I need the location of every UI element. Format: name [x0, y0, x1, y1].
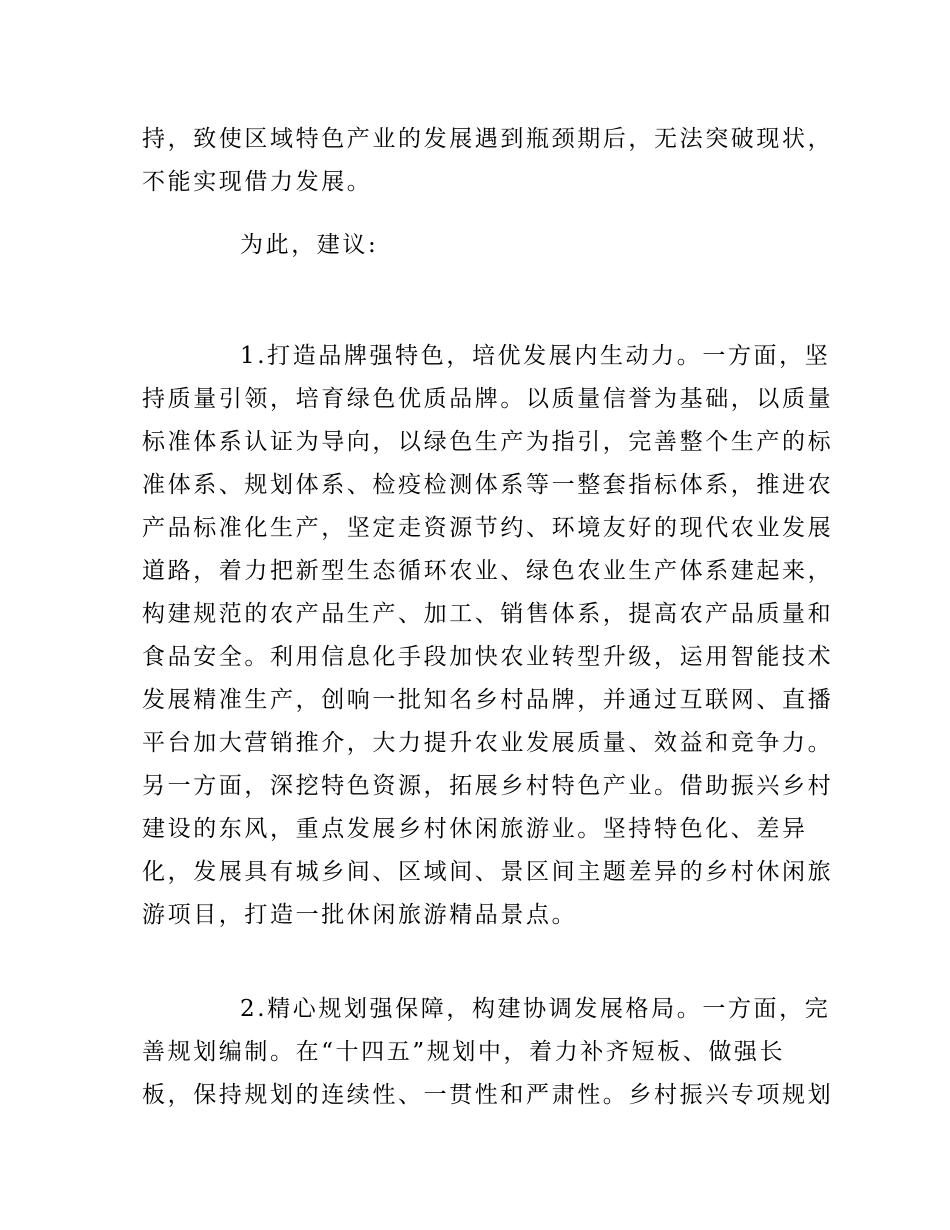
paragraph-3-line-11: 另一方面，深挖特色资源，拓展乡村特色产业。借助振兴乡村 [142, 773, 834, 799]
paragraph-4-line-2: 善规划编制。在“十四五”规划中，着力补齐短板、做强长 [142, 1039, 786, 1065]
paragraph-3-line-1: 1.打造品牌强特色，培优发展内生动力。一方面，坚 [240, 343, 831, 369]
paragraph-3-line-7: 构建规范的农产品生产、加工、销售体系，提高农产品质量和 [142, 601, 834, 627]
paragraph-3-line-3: 标准体系认证为导向，以绿色生产为指引，完善整个生产的标 [142, 429, 834, 455]
paragraph-3-line-4: 准体系、规划体系、检疫检测体系等一整套指标体系，推进农 [142, 472, 834, 498]
paragraph-4-line-3: 板，保持规划的连续性、一贯性和严肃性。乡村振兴专项规划 [142, 1082, 834, 1108]
paragraph-2-line-1: 为此，建议: [240, 232, 379, 258]
paragraph-3-line-10: 平台加大营销推介，大力提升农业发展质量、效益和竞争力。 [142, 730, 834, 756]
paragraph-3-line-8: 食品安全。利用信息化手段加快农业转型升级，运用智能技术 [142, 644, 834, 670]
paragraph-1-line-2: 不能实现借力发展。 [142, 169, 373, 195]
paragraph-3-line-5: 产品标准化生产，坚定走资源节约、环境友好的现代农业发展 [142, 515, 834, 541]
paragraph-3-line-2: 持质量引领，培育绿色优质品牌。以质量信誉为基础，以质量 [142, 386, 834, 412]
paragraph-4-line-1: 2.精心规划强保障，构建协调发展格局。一方面，完 [240, 996, 831, 1022]
paragraph-1-line-1: 持，致使区域特色产业的发展遇到瓶颈期后，无法突破现状， [142, 126, 834, 152]
paragraph-3-line-6: 道路，着力把新型生态循环农业、绿色农业生产体系建起来， [142, 558, 834, 584]
paragraph-3-line-14: 游项目，打造一批休闲旅游精品景点。 [142, 902, 578, 928]
paragraph-3-line-12: 建设的东风，重点发展乡村休闲旅游业。坚持特色化、差异 [142, 816, 808, 842]
paragraph-3-line-9: 发展精准生产，创响一批知名乡村品牌，并通过互联网、直播 [142, 687, 834, 713]
paragraph-3-line-13: 化，发展具有城乡间、区域间、景区间主题差异的乡村休闲旅 [142, 859, 834, 885]
